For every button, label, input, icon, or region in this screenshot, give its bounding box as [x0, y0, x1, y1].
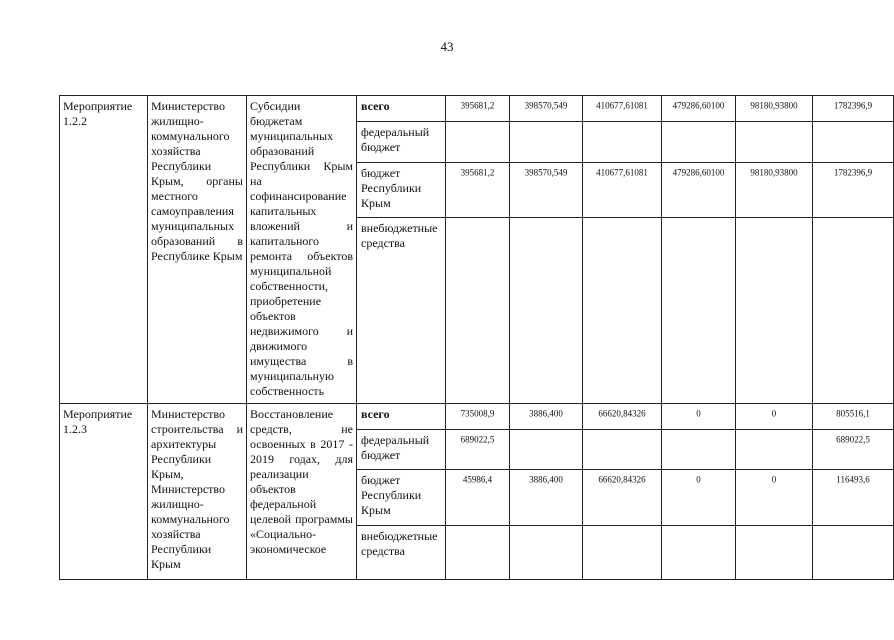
value-cell: 398570,549 [524, 167, 568, 178]
value-cell: 479286,60100 [672, 100, 725, 111]
description-text: Восстановление средств, не освоенных в 2017 - 2019 годах, для реализации объектов федеральной целевой программы «Социально-экономическое [250, 407, 353, 556]
source-label: бюджет Республики Крым [361, 166, 422, 210]
page-number: 43 [440, 39, 454, 54]
value-cell: 805516,1 [836, 408, 870, 419]
source-cell [357, 430, 446, 470]
event-cell [60, 96, 148, 404]
source-cell [357, 526, 446, 580]
value-cell: 735008,9 [460, 408, 495, 419]
source-cell [357, 404, 446, 430]
source-label: федеральный бюджет [361, 433, 430, 462]
description-text: Субсидии бюджетам муниципальных образований Республики Крым на софинансирование капитальных вложений и капитального ремонта объектов муниципальной собственности, приобретение объектов недвижимого и движимого имущества в муниципальную собственность [250, 99, 353, 398]
value-cell: 410677,61081 [596, 167, 648, 178]
value-cell: 689022,5 [836, 434, 870, 445]
value-cell: 0 [696, 474, 701, 485]
value-cell: 1782396,9 [833, 167, 873, 178]
description-cell [247, 404, 357, 580]
value-cell: 689022,5 [460, 434, 495, 445]
source-label: внебюджетные средства [361, 221, 438, 250]
value-cell: 3886,400 [529, 474, 563, 485]
value-cell: 98180,93800 [750, 167, 798, 178]
executor-cell [148, 96, 247, 404]
event-label: Мероприятие 1.2.2 [63, 99, 133, 128]
value-cell: 66620,84326 [598, 408, 646, 419]
value-cell: 398570,549 [524, 100, 568, 111]
source-cell [357, 122, 446, 163]
value-cell: 3886,400 [529, 408, 563, 419]
value-cell: 479286,60100 [672, 167, 725, 178]
description-cell [247, 96, 357, 404]
source-label: всего [361, 407, 390, 421]
value-cell: 0 [771, 474, 777, 485]
source-label: внебюджетные средства [361, 529, 438, 558]
value-cell: 66620,84326 [598, 474, 646, 485]
value-cell: 0 [771, 408, 777, 419]
table-row [60, 404, 894, 430]
executor-text: Министерство жилищно-коммунального хозяйства Республики Крым, органы местного самоуправления муниципальных образований в Республике Крым [151, 99, 243, 263]
table-row [60, 96, 894, 122]
value-cell: 98180,93800 [750, 100, 798, 111]
value-cell: 395681,2 [460, 167, 495, 178]
source-label: бюджет Республики Крым [361, 473, 422, 517]
value-cell: 1782396,9 [833, 100, 873, 111]
value-cell: 395681,2 [460, 100, 495, 111]
value-cell: 410677,61081 [596, 100, 648, 111]
value-cell: 45986,4 [462, 474, 493, 485]
event-cell [60, 404, 148, 580]
value-cell: 116493,6 [836, 474, 870, 485]
source-label: федеральный бюджет [361, 125, 430, 154]
source-cell [357, 96, 446, 122]
executor-cell [148, 404, 247, 580]
source-label: всего [361, 99, 390, 113]
value-cell: 0 [696, 408, 701, 419]
program-table [59, 95, 894, 580]
source-cell [357, 163, 446, 218]
event-label: Мероприятие 1.2.3 [63, 407, 133, 436]
executor-text: Министерство строительства и архитектуры Республики Крым, Министерство жилищно-коммунального хозяйства Республики Крым [151, 407, 243, 571]
source-cell [357, 470, 446, 526]
source-cell [357, 218, 446, 404]
